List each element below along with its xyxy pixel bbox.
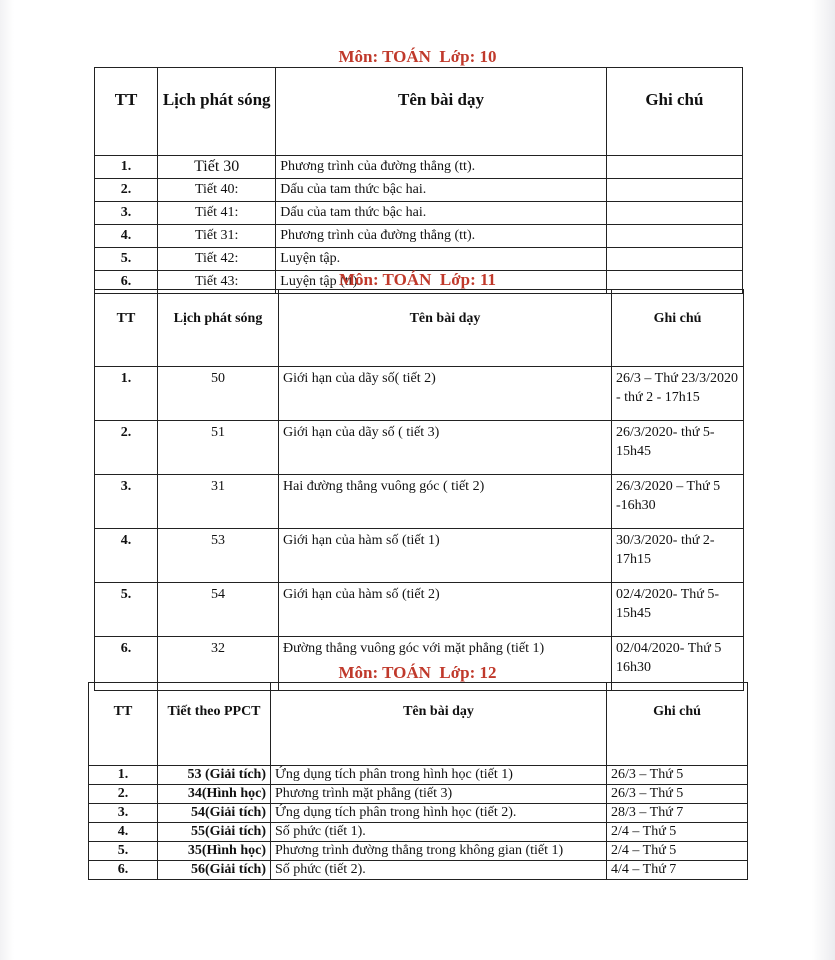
table-header-row	[95, 68, 743, 156]
cell-tt: 3.	[95, 475, 158, 529]
cell-lesson: Giới hạn của hàm số (tiết 2)	[279, 583, 612, 637]
cell-note	[606, 202, 742, 225]
cell-lesson: Đường thẳng vuông góc với mặt phẳng (tiết 1)	[279, 637, 612, 691]
table-row	[89, 861, 748, 880]
cell-note: 26/3/2020- thứ 5- 15h45	[612, 421, 744, 475]
cell-schedule: 54(Giải tích)	[158, 804, 271, 823]
cell-lesson: Phương trình của đường thẳng (tt).	[276, 156, 607, 179]
cell-tt: 3.	[89, 804, 158, 823]
table-row	[95, 583, 744, 637]
cell-note: 2/4 – Thứ 5	[607, 823, 748, 842]
cell-note: 26/3 – Thứ 23/3/2020 - thứ 2 - 17h15	[612, 367, 744, 421]
cell-tt: 1.	[95, 156, 158, 179]
cell-schedule: 34(Hình học)	[158, 785, 271, 804]
cell-note: 26/3 – Thứ 5	[607, 766, 748, 785]
cell-lesson: Phương trình của đường thẳng (tt).	[276, 225, 607, 248]
cell-schedule: 50	[158, 367, 279, 421]
table-header-row	[89, 683, 748, 766]
table-row	[95, 475, 744, 529]
cell-tt: 5.	[95, 583, 158, 637]
cell-note: 30/3/2020- thứ 2- 17h15	[612, 529, 744, 583]
table-row	[95, 367, 744, 421]
cell-note	[606, 248, 742, 271]
cell-lesson: Ứng dụng tích phân trong hình học (tiết 2).	[271, 804, 607, 823]
cell-schedule: Tiết 40:	[158, 179, 276, 202]
header-schedule: Tiết theo PPCT	[158, 683, 271, 766]
header-note: Ghi chú	[606, 68, 742, 156]
cell-schedule: 35(Hình học)	[158, 842, 271, 861]
header-note: Ghi chú	[612, 290, 744, 367]
header-tt: TT	[95, 290, 158, 367]
cell-note: 02/04/2020- Thứ 5 16h30	[612, 637, 744, 691]
cell-schedule: 51	[158, 421, 279, 475]
header-schedule: Lịch phát sóng	[158, 68, 276, 156]
cell-tt: 6.	[95, 271, 158, 294]
table-row	[95, 202, 743, 225]
header-lesson: Tên bài dạy	[271, 683, 607, 766]
cell-lesson: Dấu của tam thức bậc hai.	[276, 202, 607, 225]
cell-schedule: 54	[158, 583, 279, 637]
cell-schedule: 53	[158, 529, 279, 583]
cell-note: 4/4 – Thứ 7	[607, 861, 748, 880]
cell-note: 26/3 – Thứ 5	[607, 785, 748, 804]
cell-lesson: Phương trình mặt phẳng (tiết 3)	[271, 785, 607, 804]
cell-schedule: 56(Giải tích)	[158, 861, 271, 880]
cell-schedule: 53 (Giải tích)	[158, 766, 271, 785]
table-header-row	[95, 290, 744, 367]
cell-note	[606, 225, 742, 248]
cell-tt: 2.	[89, 785, 158, 804]
cell-lesson: Số phức (tiết 1).	[271, 823, 607, 842]
cell-schedule: Tiết 30	[158, 156, 276, 179]
cell-tt: 4.	[95, 225, 158, 248]
cell-note	[606, 156, 742, 179]
cell-lesson: Dấu của tam thức bậc hai.	[276, 179, 607, 202]
header-note: Ghi chú	[607, 683, 748, 766]
table-row	[95, 529, 744, 583]
cell-tt: 5.	[89, 842, 158, 861]
cell-schedule: Tiết 43:	[158, 271, 276, 294]
cell-tt: 6.	[89, 861, 158, 880]
table-row	[89, 785, 748, 804]
cell-tt: 3.	[95, 202, 158, 225]
table-row	[95, 179, 743, 202]
cell-schedule: 32	[158, 637, 279, 691]
cell-note: 2/4 – Thứ 5	[607, 842, 748, 861]
cell-lesson: Luyện tập.	[276, 248, 607, 271]
header-tt: TT	[95, 68, 158, 156]
schedule-table-grade-12	[88, 682, 748, 880]
cell-tt: 1.	[95, 367, 158, 421]
cell-schedule: 31	[158, 475, 279, 529]
cell-lesson: Số phức (tiết 2).	[271, 861, 607, 880]
header-lesson: Tên bài dạy	[276, 68, 607, 156]
header-tt: TT	[89, 683, 158, 766]
cell-note	[606, 179, 742, 202]
section-title-grade-10: Môn: TOÁN Lớp: 10	[338, 47, 497, 66]
cell-tt: 2.	[95, 179, 158, 202]
header-lesson: Tên bài dạy	[279, 290, 612, 367]
cell-note: 28/3 – Thứ 7	[607, 804, 748, 823]
table-row	[89, 804, 748, 823]
cell-tt: 2.	[95, 421, 158, 475]
cell-note: 02/4/2020- Thứ 5- 15h45	[612, 583, 744, 637]
table-row	[95, 421, 744, 475]
table-row	[89, 766, 748, 785]
table-row	[89, 842, 748, 861]
table-row	[95, 156, 743, 179]
cell-note: 26/3/2020 – Thứ 5 -16h30	[612, 475, 744, 529]
table-row	[95, 248, 743, 271]
section-title-grade-12: Môn: TOÁN Lớp: 12	[338, 663, 497, 682]
header-schedule: Lịch phát sóng	[158, 290, 279, 367]
cell-tt: 6.	[95, 637, 158, 691]
cell-lesson: Giới hạn của dãy số ( tiết 3)	[279, 421, 612, 475]
cell-lesson: Hai đường thẳng vuông góc ( tiết 2)	[279, 475, 612, 529]
cell-lesson: Giới hạn của dãy số( tiết 2)	[279, 367, 612, 421]
schedule-table-grade-10	[94, 67, 743, 294]
table-row	[95, 225, 743, 248]
schedule-table-grade-11	[94, 289, 744, 691]
cell-tt: 1.	[89, 766, 158, 785]
section-title-grade-11: Môn: TOÁN Lớp: 11	[338, 270, 497, 289]
cell-tt: 5.	[95, 248, 158, 271]
table-row	[89, 823, 748, 842]
cell-tt: 4.	[89, 823, 158, 842]
cell-lesson: Phương trình đường thẳng trong không gian (tiết 1)	[271, 842, 607, 861]
cell-lesson: Ứng dụng tích phân trong hình học (tiết 1)	[271, 766, 607, 785]
cell-lesson: Giới hạn của hàm số (tiết 1)	[279, 529, 612, 583]
cell-schedule: Tiết 31:	[158, 225, 276, 248]
cell-schedule: Tiết 41:	[158, 202, 276, 225]
cell-schedule: Tiết 42:	[158, 248, 276, 271]
cell-schedule: 55(Giải tích)	[158, 823, 271, 842]
cell-tt: 4.	[95, 529, 158, 583]
cell-lesson: Luyện tập (tt).	[276, 271, 607, 294]
